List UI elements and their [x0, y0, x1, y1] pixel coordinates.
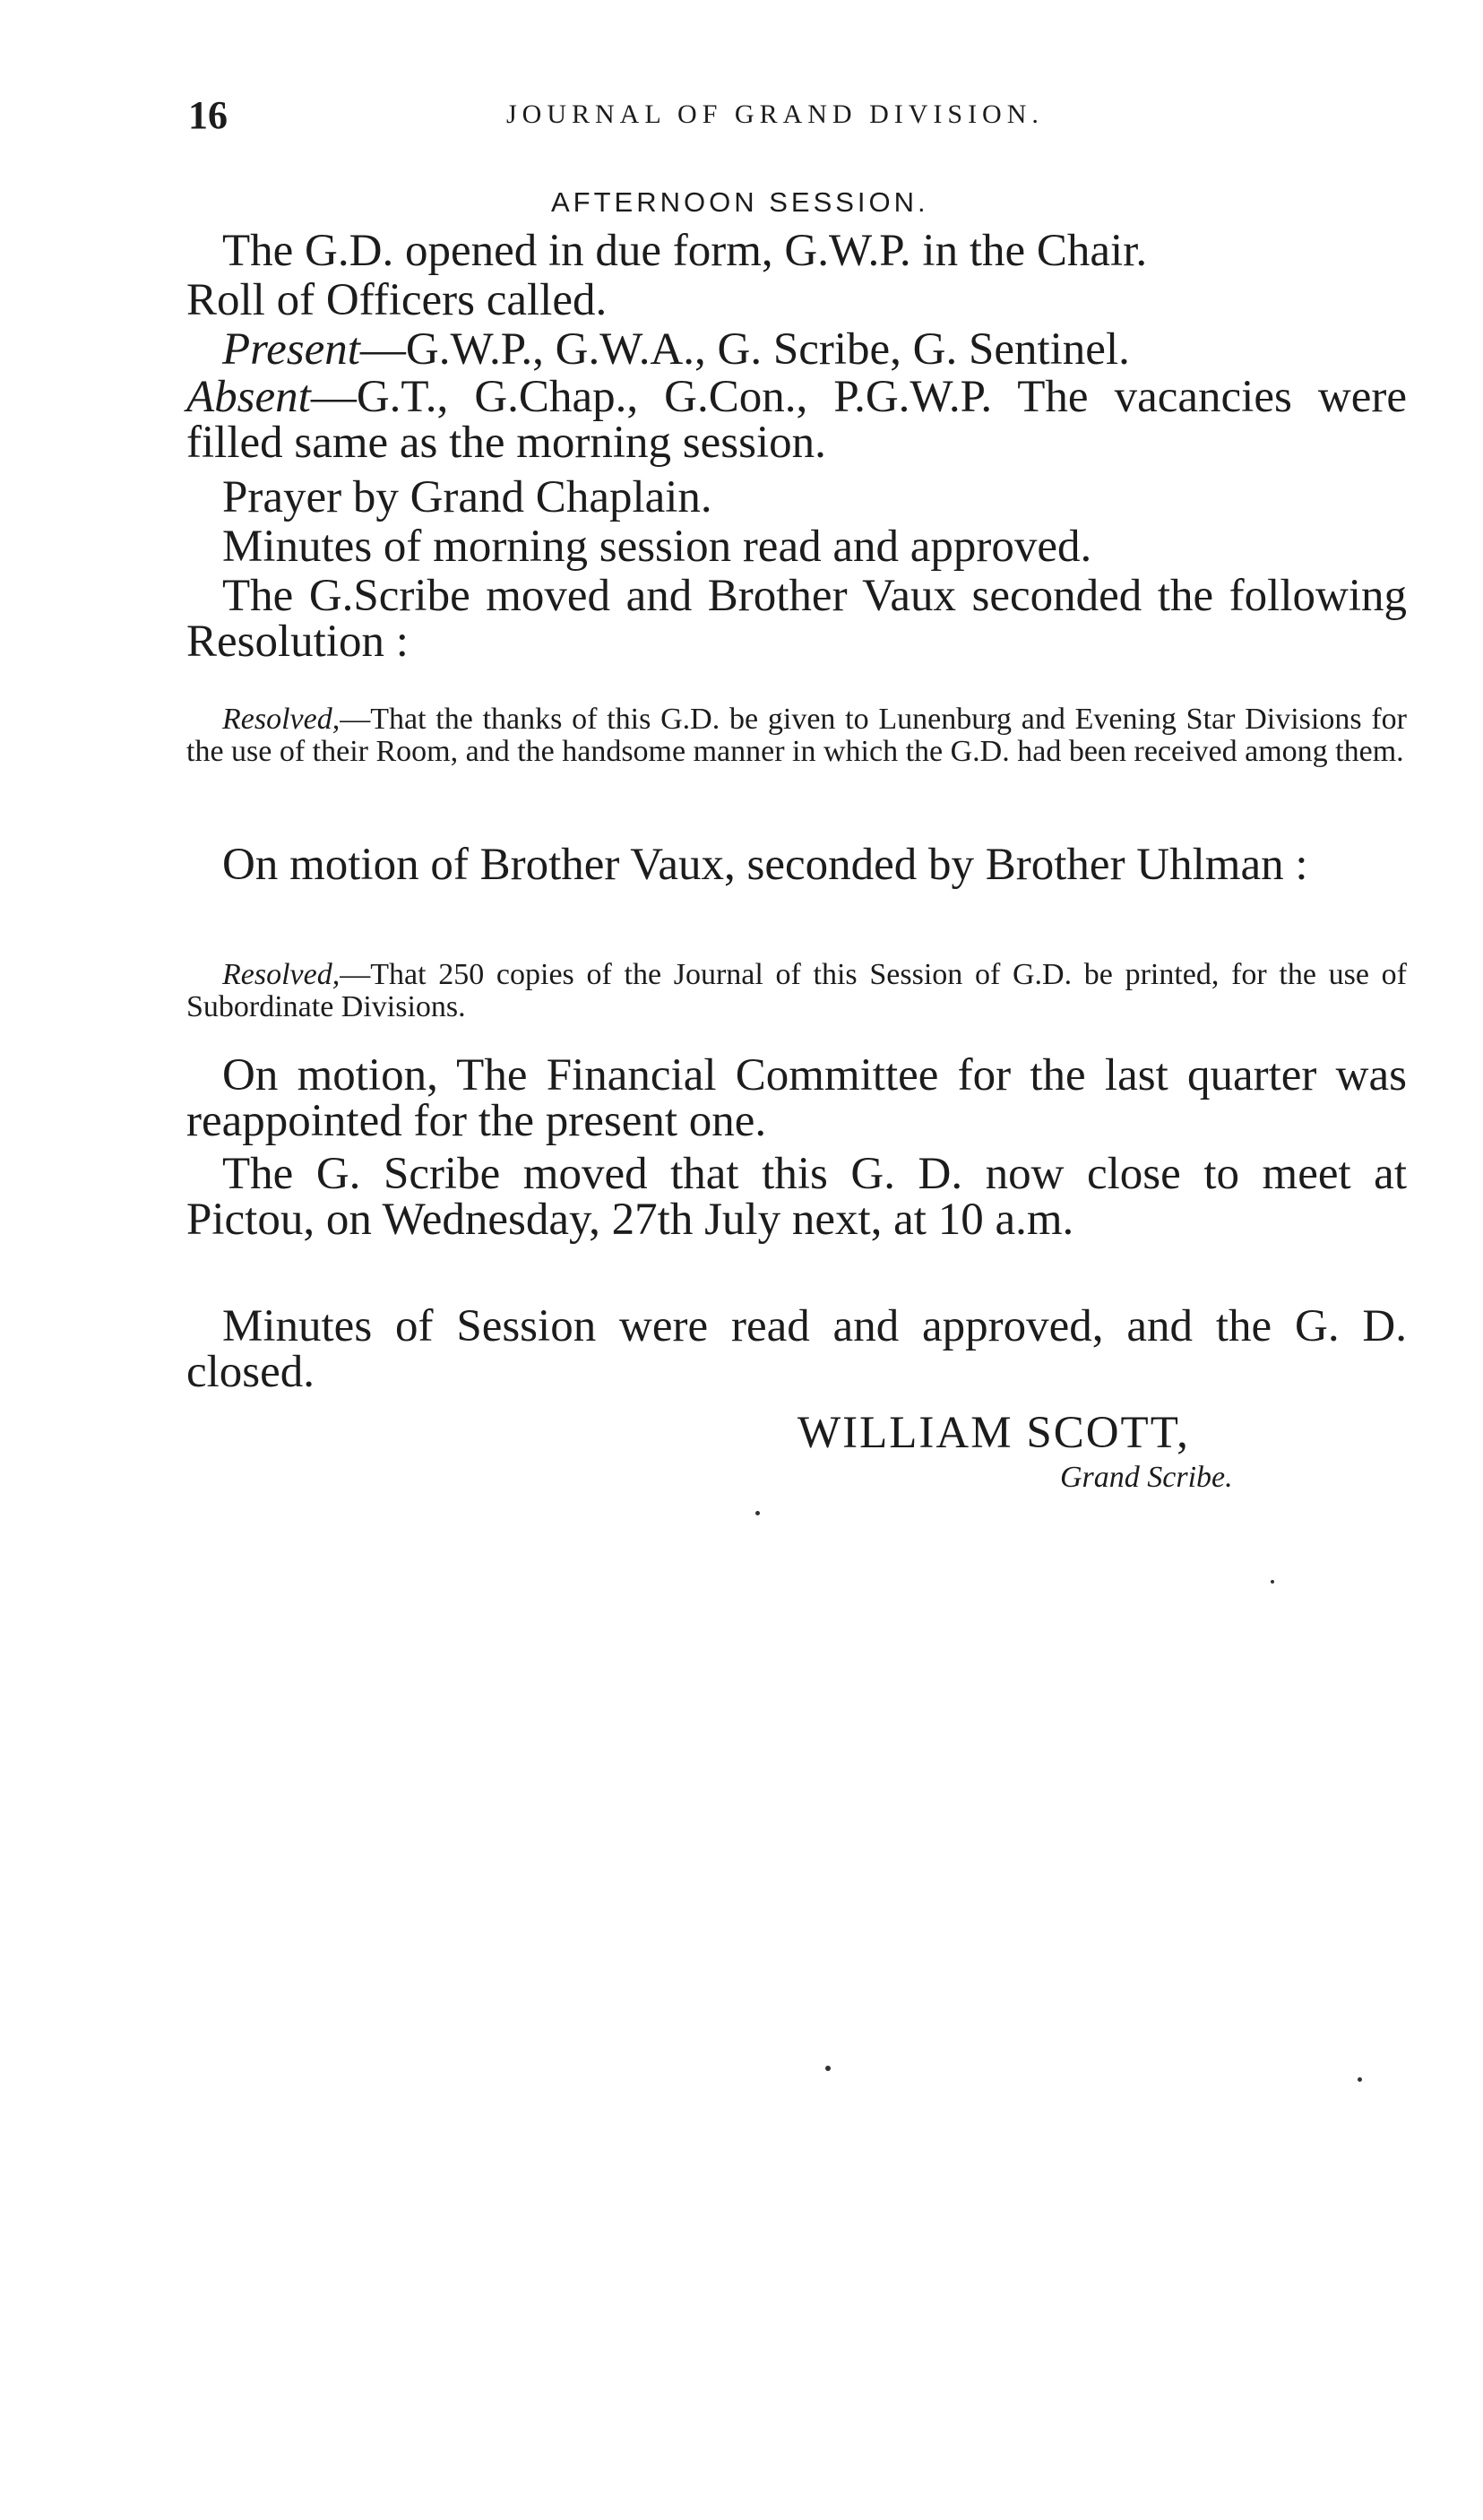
resolution-thanks-text: —That the thanks of this G.D. be given to Lunenburg and Evening Star Divisions for the use of their Room, and the handsome manner in which the G.D. had been received among them. [186, 703, 1407, 768]
print-speck [825, 2066, 831, 2071]
absent-text: —G.T., G.Chap., G.Con., P.G.W.P. The vacancies were filled same as the morning session. [186, 372, 1407, 468]
paragraph-close-motion [186, 1149, 1407, 1245]
print-speck [1271, 1580, 1274, 1584]
running-head: JOURNAL OF GRAND DIVISION. [506, 99, 1044, 129]
minutes-session-text: Minutes of Session were read and approved, and the G. D. closed. [186, 1301, 1407, 1397]
paragraph-absent [186, 372, 1407, 468]
paragraph-roll [186, 275, 1407, 325]
paragraph-resolution-intro [186, 571, 1407, 667]
paragraph-minutes-session [186, 1301, 1407, 1397]
absent-label: Absent [186, 372, 311, 422]
paragraph-financial-committee [186, 1050, 1407, 1146]
paragraph-present [186, 324, 1407, 375]
present-label: Present [222, 324, 360, 375]
opening-text: The G.D. opened in due form, G.W.P. in the Chair. [222, 226, 1148, 276]
resolution-thanks [186, 703, 1407, 768]
page-number: 16 [188, 93, 228, 137]
motion-vaux-text: On motion of Brother Vaux, seconded by Brother Uhlman : [222, 840, 1308, 890]
financial-committee-text: On motion, The Financial Committee for the last quarter was reappointed for the present one. [186, 1050, 1407, 1146]
resolution-copies-text: —That 250 copies of the Journal of this Session of G.D. be printed, for the use of Subordinate Divisions. [186, 958, 1407, 1023]
signature-title: Grand Scribe. [1060, 1461, 1233, 1494]
roll-text: Roll of Officers called. [186, 275, 608, 325]
resolution-intro-text: The G.Scribe moved and Brother Vaux seconded the following Resolution : [186, 571, 1407, 667]
print-speck [755, 1511, 760, 1515]
print-speck [1358, 2077, 1362, 2082]
present-text: —G.W.P., G.W.A., G. Scribe, G. Sentinel. [359, 324, 1130, 375]
resolution-copies [186, 959, 1407, 1023]
prayer-text: Prayer by Grand Chaplain. [222, 472, 712, 522]
paragraph-minutes-morning [186, 524, 1407, 570]
session-title: AFTERNOON SESSION. [551, 186, 929, 218]
paragraph-opening [186, 226, 1407, 276]
close-motion-text: The G. Scribe moved that this G. D. now close to meet at Pictou, on Wednesday, 27th July next, at 10 a.m. [186, 1149, 1407, 1245]
paragraph-motion-vaux [186, 842, 1407, 888]
minutes-morning-text: Minutes of morning session read and approved. [222, 522, 1092, 572]
signature-name: WILLIAM SCOTT, [798, 1408, 1190, 1458]
resolved-label-2: Resolved, [222, 958, 341, 991]
page-header [188, 92, 1416, 137]
resolved-label-1: Resolved, [222, 703, 341, 736]
paragraph-prayer [186, 472, 1407, 522]
